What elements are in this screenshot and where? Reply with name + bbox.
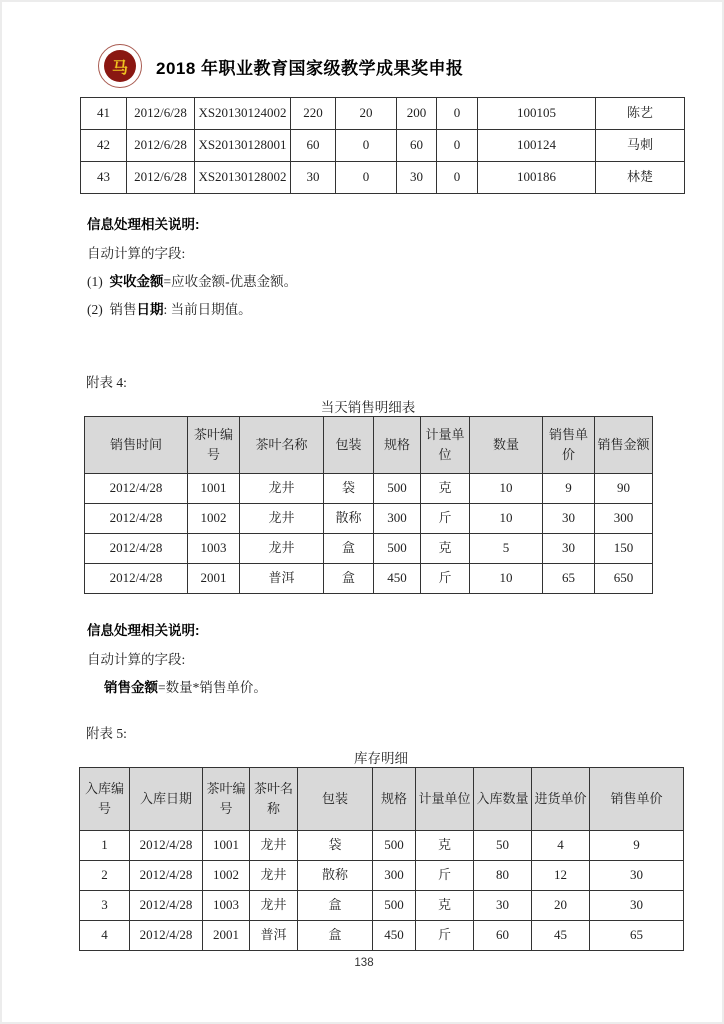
table-cell: 42 bbox=[81, 130, 127, 162]
table-cell: 500 bbox=[374, 474, 421, 504]
table-cell: 2012/4/28 bbox=[85, 504, 188, 534]
table-cell: 300 bbox=[595, 504, 653, 534]
section-intro: 自动计算的字段: bbox=[87, 246, 186, 261]
column-header-cell: 销售单价 bbox=[543, 417, 595, 474]
table-cell: 100105 bbox=[478, 98, 596, 130]
column-header-cell: 计量单位 bbox=[421, 417, 470, 474]
appendix-4-label: 附表 4: bbox=[86, 375, 127, 390]
table-cell: XS20130128002 bbox=[195, 162, 291, 194]
table-cell: 克 bbox=[421, 534, 470, 564]
field-name: 实收金额 bbox=[109, 274, 164, 289]
table-cell: 2012/6/28 bbox=[127, 162, 195, 194]
table-cell: 50 bbox=[474, 831, 532, 861]
appendix-5-label: 附表 5: bbox=[86, 726, 127, 741]
table-cell: 43 bbox=[81, 162, 127, 194]
table-cell: 普洱 bbox=[250, 921, 298, 951]
column-header-cell: 销售时间 bbox=[85, 417, 188, 474]
table-cell: 林楚 bbox=[596, 162, 685, 194]
table-cell: 10 bbox=[470, 504, 543, 534]
sales-detail-table-title: 当天销售明细表 bbox=[320, 400, 416, 415]
column-header-cell: 茶叶编号 bbox=[203, 768, 250, 831]
table-cell: XS20130128001 bbox=[195, 130, 291, 162]
table-cell: 60 bbox=[291, 130, 336, 162]
table-cell: 30 bbox=[543, 534, 595, 564]
table-cell: 0 bbox=[437, 98, 478, 130]
table-cell: 2012/4/28 bbox=[85, 564, 188, 594]
table-cell: 龙井 bbox=[240, 534, 324, 564]
table-cell: 1001 bbox=[188, 474, 240, 504]
table-cell: 2012/4/28 bbox=[130, 861, 203, 891]
horse-emblem-icon: 马 bbox=[104, 50, 136, 82]
table-cell: 陈艺 bbox=[596, 98, 685, 130]
header-row bbox=[85, 417, 653, 474]
column-header-cell: 销售金额 bbox=[595, 417, 653, 474]
table-cell: 盒 bbox=[298, 891, 373, 921]
inventory-detail-table bbox=[79, 767, 684, 951]
header-row bbox=[80, 768, 684, 831]
column-header-cell: 进货单价 bbox=[532, 768, 590, 831]
column-header-cell: 规格 bbox=[373, 768, 416, 831]
table-cell: 9 bbox=[543, 474, 595, 504]
table-cell: 袋 bbox=[298, 831, 373, 861]
table-cell: 2012/4/28 bbox=[85, 474, 188, 504]
table-cell: 10 bbox=[470, 474, 543, 504]
table-cell: 斤 bbox=[416, 861, 474, 891]
section-heading: 信息处理相关说明: bbox=[87, 217, 200, 232]
document-title: 2018 年职业教育国家级教学成果奖申报 bbox=[156, 58, 464, 78]
section-intro: 自动计算的字段: bbox=[87, 652, 186, 667]
school-seal-icon bbox=[98, 44, 142, 88]
table-cell: 盒 bbox=[298, 921, 373, 951]
table-cell: 65 bbox=[543, 564, 595, 594]
table-cell: 300 bbox=[373, 861, 416, 891]
table-cell: 普洱 bbox=[240, 564, 324, 594]
table-cell: 龙井 bbox=[250, 831, 298, 861]
table-cell: 1 bbox=[80, 831, 130, 861]
table-cell: 60 bbox=[474, 921, 532, 951]
table-cell: 1003 bbox=[188, 534, 240, 564]
column-header-cell: 茶叶编号 bbox=[188, 417, 240, 474]
inventory-table-title: 库存明细 bbox=[354, 751, 408, 766]
table-cell: 65 bbox=[590, 921, 684, 951]
table-cell: 斤 bbox=[421, 564, 470, 594]
table-cell: 90 bbox=[595, 474, 653, 504]
table-row bbox=[80, 921, 684, 951]
table-cell: 2012/4/28 bbox=[130, 921, 203, 951]
table-row bbox=[85, 534, 653, 564]
table-body bbox=[81, 98, 685, 194]
table-cell: 30 bbox=[397, 162, 437, 194]
table-cell: 马刺 bbox=[596, 130, 685, 162]
table-cell: 2012/6/28 bbox=[127, 98, 195, 130]
table-cell: 30 bbox=[291, 162, 336, 194]
table-row bbox=[80, 861, 684, 891]
table-cell: 盒 bbox=[324, 534, 374, 564]
table-cell: 30 bbox=[590, 891, 684, 921]
table-cell: 150 bbox=[595, 534, 653, 564]
column-header-cell: 入库日期 bbox=[130, 768, 203, 831]
column-header-cell: 销售单价 bbox=[590, 768, 684, 831]
table-cell: 散称 bbox=[298, 861, 373, 891]
table-row bbox=[85, 564, 653, 594]
section-heading: 信息处理相关说明: bbox=[87, 623, 200, 638]
column-header-cell: 规格 bbox=[374, 417, 421, 474]
table-cell: 袋 bbox=[324, 474, 374, 504]
field-prefix: 销售 bbox=[109, 302, 137, 317]
table-cell: 3 bbox=[80, 891, 130, 921]
table-cell: 30 bbox=[474, 891, 532, 921]
document-header bbox=[98, 44, 464, 88]
table-cell: 0 bbox=[336, 162, 397, 194]
table-cell: 80 bbox=[474, 861, 532, 891]
table-cell: 1002 bbox=[203, 861, 250, 891]
column-header-cell: 数量 bbox=[470, 417, 543, 474]
column-header-cell: 包装 bbox=[298, 768, 373, 831]
table-cell: 2012/4/28 bbox=[130, 891, 203, 921]
table-cell: 45 bbox=[532, 921, 590, 951]
table-cell: 盒 bbox=[324, 564, 374, 594]
table-cell: 2001 bbox=[188, 564, 240, 594]
table-row bbox=[81, 130, 685, 162]
table-cell: 2001 bbox=[203, 921, 250, 951]
table-row bbox=[81, 98, 685, 130]
table-cell: 30 bbox=[590, 861, 684, 891]
column-header-cell: 包装 bbox=[324, 417, 374, 474]
table-row bbox=[80, 831, 684, 861]
table-cell: 散称 bbox=[324, 504, 374, 534]
table-cell: 60 bbox=[397, 130, 437, 162]
table-header bbox=[80, 768, 684, 831]
table-cell: 5 bbox=[470, 534, 543, 564]
table-row bbox=[85, 474, 653, 504]
field-name: 日期 bbox=[136, 302, 164, 317]
table-cell: 克 bbox=[421, 474, 470, 504]
table-cell: 2012/6/28 bbox=[127, 130, 195, 162]
table-cell: 100124 bbox=[478, 130, 596, 162]
table-header bbox=[85, 417, 653, 474]
table-cell: 4 bbox=[532, 831, 590, 861]
table-cell: 500 bbox=[374, 534, 421, 564]
formula-item bbox=[87, 298, 252, 318]
table-cell: 12 bbox=[532, 861, 590, 891]
table-body bbox=[80, 831, 684, 951]
table-cell: 龙井 bbox=[250, 861, 298, 891]
table-cell: 41 bbox=[81, 98, 127, 130]
table-cell: 龙井 bbox=[240, 504, 324, 534]
table-row bbox=[80, 891, 684, 921]
table-cell: 2012/4/28 bbox=[130, 831, 203, 861]
table-row bbox=[85, 504, 653, 534]
formula-text: =应收金额-优惠金额。 bbox=[163, 274, 298, 289]
table-cell: 20 bbox=[336, 98, 397, 130]
table-cell: 30 bbox=[543, 504, 595, 534]
table-cell: 1002 bbox=[188, 504, 240, 534]
table-cell: 200 bbox=[397, 98, 437, 130]
table-cell: 龙井 bbox=[240, 474, 324, 504]
column-header-cell: 入库编号 bbox=[80, 768, 130, 831]
formula-text: : 当前日期值。 bbox=[163, 302, 252, 317]
table-cell: 4 bbox=[80, 921, 130, 951]
table-cell: 10 bbox=[470, 564, 543, 594]
table-cell: 9 bbox=[590, 831, 684, 861]
table-cell: 克 bbox=[416, 891, 474, 921]
table-cell: 2 bbox=[80, 861, 130, 891]
table-cell: 300 bbox=[374, 504, 421, 534]
table-cell: 2012/4/28 bbox=[85, 534, 188, 564]
table-cell: 500 bbox=[373, 831, 416, 861]
table-cell: 20 bbox=[532, 891, 590, 921]
formula-item bbox=[104, 676, 267, 696]
table-cell: 1003 bbox=[203, 891, 250, 921]
table-cell: XS20130124002 bbox=[195, 98, 291, 130]
table-cell: 克 bbox=[416, 831, 474, 861]
table-cell: 450 bbox=[373, 921, 416, 951]
table-row bbox=[81, 162, 685, 194]
column-header-cell: 入库数量 bbox=[474, 768, 532, 831]
table-cell: 100186 bbox=[478, 162, 596, 194]
page-number: 138 bbox=[354, 957, 374, 969]
table-cell: 220 bbox=[291, 98, 336, 130]
column-header-cell: 茶叶名称 bbox=[250, 768, 298, 831]
formula-item bbox=[87, 270, 297, 290]
table-cell: 0 bbox=[437, 130, 478, 162]
table-cell: 0 bbox=[336, 130, 397, 162]
table-cell: 650 bbox=[595, 564, 653, 594]
sales-records-continued-table bbox=[80, 97, 685, 194]
column-header-cell: 计量单位 bbox=[416, 768, 474, 831]
table-cell: 500 bbox=[373, 891, 416, 921]
column-header-cell: 茶叶名称 bbox=[240, 417, 324, 474]
sales-detail-table bbox=[84, 416, 653, 594]
table-cell: 龙井 bbox=[250, 891, 298, 921]
table-cell: 0 bbox=[437, 162, 478, 194]
table-cell: 斤 bbox=[421, 504, 470, 534]
field-name: 销售金额 bbox=[104, 680, 158, 695]
formula-text: =数量*销售单价。 bbox=[158, 680, 267, 695]
item-number: (1) bbox=[87, 274, 103, 289]
table-cell: 450 bbox=[374, 564, 421, 594]
item-number: (2) bbox=[87, 302, 103, 317]
table-cell: 1001 bbox=[203, 831, 250, 861]
table-cell: 斤 bbox=[416, 921, 474, 951]
table-body bbox=[85, 474, 653, 594]
